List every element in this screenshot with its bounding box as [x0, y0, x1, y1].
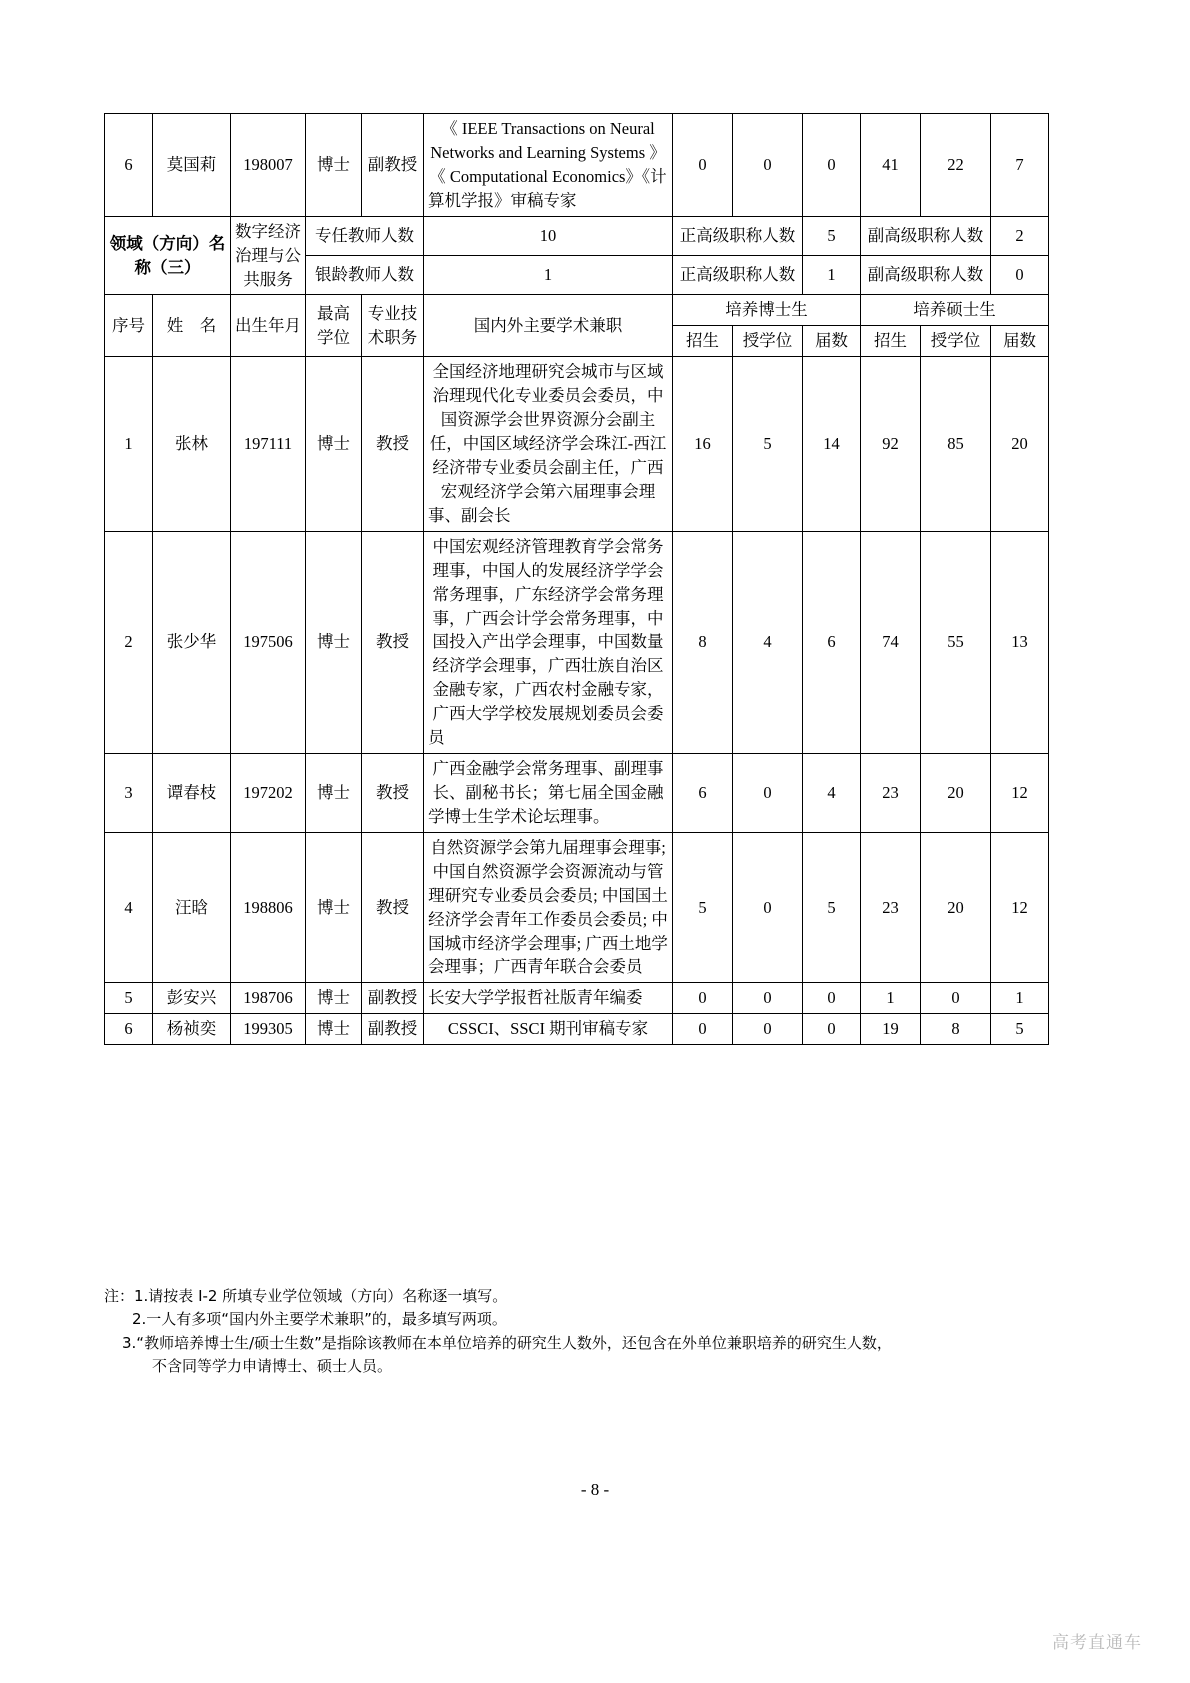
- row-academic: CSSCI、SSCI 期刊审稿专家: [424, 1014, 673, 1045]
- row-ms-terms: 12: [991, 754, 1049, 833]
- row-degree: 博士: [306, 531, 362, 753]
- senior-title-label-2: 正高级职称人数: [673, 256, 803, 295]
- row-ms-admit: 1: [861, 983, 921, 1014]
- row-seq: 6: [105, 1014, 153, 1045]
- row-degree: 博士: [306, 1014, 362, 1045]
- row-title: 副教授: [362, 1014, 424, 1045]
- senior-title-count-1: 5: [803, 216, 861, 255]
- row-ms-terms: 20: [991, 357, 1049, 531]
- note-line-1: 注：1.请按表 I-2 所填专业学位领域（方向）名称逐一填写。: [104, 1287, 508, 1305]
- row-phd-terms: 0: [803, 114, 861, 217]
- header-name: 姓 名: [153, 295, 231, 357]
- row-phd-degree: 5: [733, 357, 803, 531]
- row-phd-degree: 0: [733, 114, 803, 217]
- row-phd-terms: 14: [803, 357, 861, 531]
- note-line-4: 不含同等学力申请博士、硕士人员。: [152, 1356, 393, 1375]
- row-ms-admit: 74: [861, 531, 921, 753]
- associate-senior-title-count-2: 0: [991, 256, 1049, 295]
- row-degree: 博士: [306, 114, 362, 217]
- row-ms-admit: 19: [861, 1014, 921, 1045]
- senior-title-label-1: 正高级职称人数: [673, 216, 803, 255]
- row-name: 谭春枝: [153, 754, 231, 833]
- row-phd-degree: 0: [733, 983, 803, 1014]
- table-row: [105, 114, 1049, 217]
- row-phd-admit: 0: [673, 1014, 733, 1045]
- table-row: [105, 1014, 1049, 1045]
- watermark: 高考直通车: [1052, 1633, 1142, 1653]
- row-phd-admit: 8: [673, 531, 733, 753]
- row-ms-terms: 5: [991, 1014, 1049, 1045]
- full-time-teacher-count: 10: [424, 216, 673, 255]
- row-name: 杨祯奕: [153, 1014, 231, 1045]
- row-title: 教授: [362, 754, 424, 833]
- table-header-row-1: [105, 295, 1049, 326]
- row-title: 副教授: [362, 983, 424, 1014]
- row-ms-terms: 13: [991, 531, 1049, 753]
- row-seq: 2: [105, 531, 153, 753]
- row-ms-degree: 20: [921, 754, 991, 833]
- row-name: 汪晗: [153, 832, 231, 983]
- table-row: [105, 357, 1049, 531]
- row-ms-admit: 41: [861, 114, 921, 217]
- header-ms-terms: 届数: [991, 326, 1049, 357]
- header-ms-admit: 招生: [861, 326, 921, 357]
- row-academic: 长安大学学报哲社版青年编委: [424, 983, 673, 1014]
- row-phd-admit: 6: [673, 754, 733, 833]
- header-ms-degree: 授学位: [921, 326, 991, 357]
- header-ms-group: 培养硕士生: [861, 295, 1049, 326]
- table-row: [105, 983, 1049, 1014]
- row-degree: 博士: [306, 983, 362, 1014]
- row-phd-admit: 0: [673, 114, 733, 217]
- note-line-2: 2.一人有多项“国内外主要学术兼职”的，最多填写两项。: [132, 1310, 507, 1329]
- header-seq: 序号: [105, 295, 153, 357]
- row-degree: 博士: [306, 832, 362, 983]
- row-seq: 6: [105, 114, 153, 217]
- row-ms-admit: 23: [861, 832, 921, 983]
- table-notes: [104, 1285, 1024, 1378]
- row-phd-degree: 0: [733, 832, 803, 983]
- row-birth: 198007: [231, 114, 306, 217]
- row-phd-terms: 5: [803, 832, 861, 983]
- row-phd-terms: 6: [803, 531, 861, 753]
- row-ms-degree: 85: [921, 357, 991, 531]
- row-title: 教授: [362, 531, 424, 753]
- row-title: 教授: [362, 832, 424, 983]
- row-seq: 3: [105, 754, 153, 833]
- field-summary-row-1: [105, 216, 1049, 255]
- row-ms-degree: 0: [921, 983, 991, 1014]
- header-title: 专业技术职务: [362, 295, 424, 357]
- header-degree: 最高学位: [306, 295, 362, 357]
- field-name: 数字经济治理与公共服务: [231, 216, 306, 295]
- row-phd-admit: 0: [673, 983, 733, 1014]
- row-degree: 博士: [306, 754, 362, 833]
- silver-age-teacher-count: 1: [424, 256, 673, 295]
- header-academic: 国内外主要学术兼职: [424, 295, 673, 357]
- row-phd-degree: 0: [733, 754, 803, 833]
- silver-age-teacher-label: 银龄教师人数: [306, 256, 424, 295]
- field-block-label: 领域（方向）名称（三）: [105, 216, 231, 295]
- full-time-teacher-label: 专任教师人数: [306, 216, 424, 255]
- page-number: - 8 -: [580, 1480, 610, 1499]
- row-birth: 197111: [231, 357, 306, 531]
- row-name: 张少华: [153, 531, 231, 753]
- row-academic: 广西金融学会常务理事、副理事长、副秘书长；第七届全国金融学博士生学术论坛理事。: [424, 754, 673, 833]
- row-phd-degree: 0: [733, 1014, 803, 1045]
- associate-senior-title-label-2: 副高级职称人数: [861, 256, 991, 295]
- header-birth: 出生年月: [231, 295, 306, 357]
- senior-title-count-2: 1: [803, 256, 861, 295]
- row-phd-terms: 4: [803, 754, 861, 833]
- row-academic: 自然资源学会第九届理事会理事; 中国自然资源学会资源流动与管理研究专业委员会委员; 中国国土经济学会青年工作委员会委员; 中国城市经济学会理事; 广西土地学会理事；广西青年联合会委员: [424, 832, 673, 983]
- table-row: [105, 832, 1049, 983]
- row-phd-terms: 0: [803, 983, 861, 1014]
- row-seq: 1: [105, 357, 153, 531]
- row-phd-admit: 16: [673, 357, 733, 531]
- row-seq: 4: [105, 832, 153, 983]
- note-line-3: 3.“教师培养博士生/硕士生数”是指除该教师在本单位培养的研究生人数外，还包含在外单位兼职培养的研究生人数，: [122, 1333, 892, 1352]
- row-birth: 198806: [231, 832, 306, 983]
- row-seq: 5: [105, 983, 153, 1014]
- row-academic: 中国宏观经济管理教育学会常务理事，中国人的发展经济学学会常务理事，广东经济学会常务理事，广西会计学会常务理事，中国投入产出学会理事，中国数量经济学会理事，广西壮族自治区金融专家，广西农村金融专家，广西大学学校发展规划委员会委员: [424, 531, 673, 753]
- row-ms-degree: 20: [921, 832, 991, 983]
- associate-senior-title-count-1: 2: [991, 216, 1049, 255]
- row-birth: 198706: [231, 983, 306, 1014]
- row-birth: 199305: [231, 1014, 306, 1045]
- row-title: 副教授: [362, 114, 424, 217]
- row-phd-admit: 5: [673, 832, 733, 983]
- table-row: [105, 754, 1049, 833]
- row-ms-admit: 23: [861, 754, 921, 833]
- row-birth: 197506: [231, 531, 306, 753]
- header-phd-group: 培养博士生: [673, 295, 861, 326]
- row-ms-terms: 1: [991, 983, 1049, 1014]
- row-title: 教授: [362, 357, 424, 531]
- faculty-table: [104, 113, 1049, 1045]
- header-phd-admit: 招生: [673, 326, 733, 357]
- row-name: 莫国莉: [153, 114, 231, 217]
- row-phd-terms: 0: [803, 1014, 861, 1045]
- table-row: [105, 531, 1049, 753]
- row-birth: 197202: [231, 754, 306, 833]
- row-ms-admit: 92: [861, 357, 921, 531]
- row-ms-terms: 7: [991, 114, 1049, 217]
- associate-senior-title-label-1: 副高级职称人数: [861, 216, 991, 255]
- row-ms-degree: 8: [921, 1014, 991, 1045]
- header-phd-terms: 届数: [803, 326, 861, 357]
- row-phd-degree: 4: [733, 531, 803, 753]
- row-name: 张林: [153, 357, 231, 531]
- row-degree: 博士: [306, 357, 362, 531]
- row-ms-terms: 12: [991, 832, 1049, 983]
- row-academic: 《 IEEE Transactions on Neural Networks and Learning Systems 》《 Computational Economics》《计算机学报》审稿专家: [424, 114, 673, 217]
- row-ms-degree: 22: [921, 114, 991, 217]
- row-ms-degree: 55: [921, 531, 991, 753]
- row-academic: 全国经济地理研究会城市与区域治理现代化专业委员会委员，中国资源学会世界资源分会副主任，中国区域经济学会珠江-西江经济带专业委员会副主任，广西宏观经济学会第六届理事会理事、副会长: [424, 357, 673, 531]
- header-phd-degree: 授学位: [733, 326, 803, 357]
- row-name: 彭安兴: [153, 983, 231, 1014]
